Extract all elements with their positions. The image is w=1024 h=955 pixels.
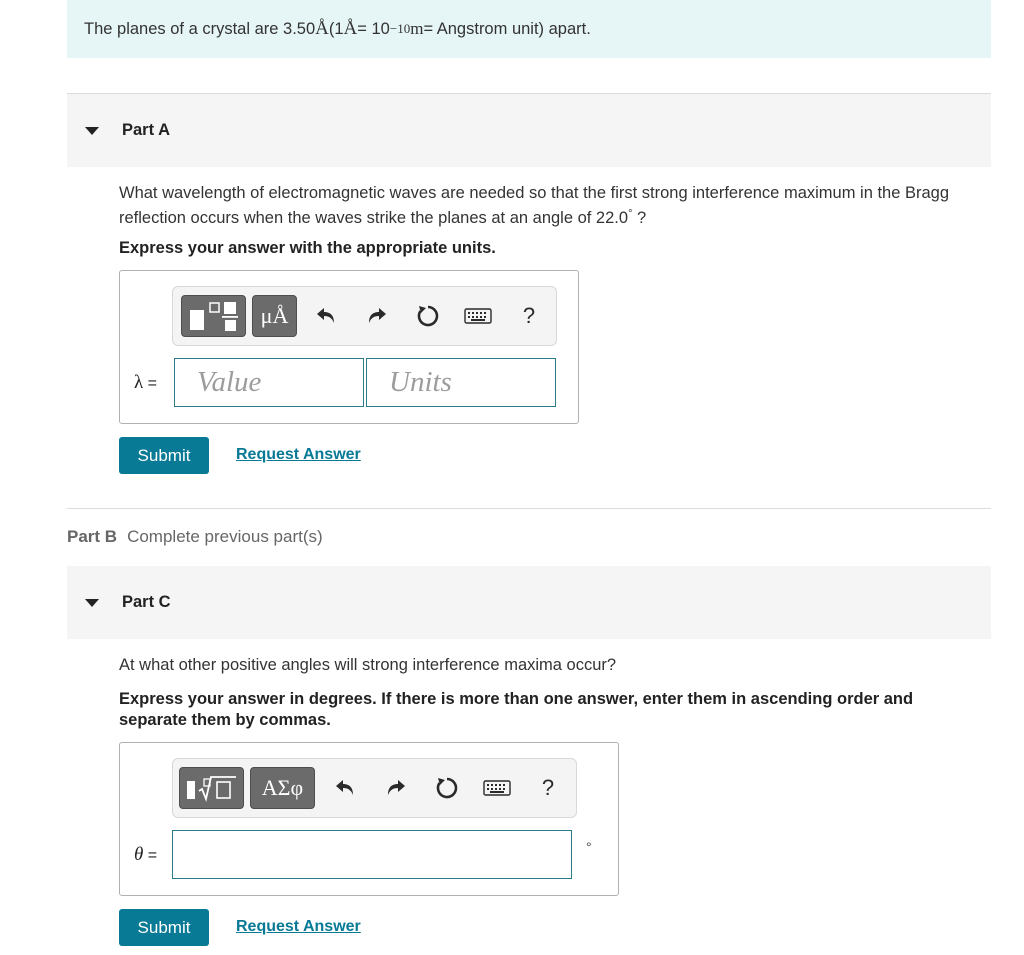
theta-symbol: θ bbox=[134, 844, 144, 865]
keyboard-icon[interactable] bbox=[482, 772, 512, 804]
undo-icon[interactable] bbox=[330, 772, 360, 804]
templates-icon bbox=[188, 300, 240, 332]
part-c-request-answer-link[interactable]: Request Answer bbox=[236, 918, 361, 935]
divider bbox=[67, 508, 991, 509]
caret-down-icon[interactable] bbox=[85, 127, 99, 135]
redo-icon[interactable] bbox=[381, 772, 411, 804]
intro-prefix: The planes of a crystal are 3.50 bbox=[84, 19, 316, 38]
reset-icon[interactable] bbox=[432, 772, 462, 804]
part-c-instruction bbox=[119, 689, 913, 731]
part-a-submit-button[interactable]: Submit bbox=[119, 437, 209, 474]
degree-unit-label: ° bbox=[586, 839, 592, 855]
part-c-submit-button[interactable]: Submit bbox=[119, 909, 209, 946]
templates-button[interactable] bbox=[181, 295, 246, 337]
units-input[interactable] bbox=[366, 358, 556, 407]
part-c-instruction-line2: separate them by commas. bbox=[119, 711, 331, 729]
part-a-instruction: Express your answer with the appropriate units. bbox=[119, 239, 496, 257]
caret-down-icon[interactable] bbox=[85, 599, 99, 607]
part-c-instruction-line1: Express your answer in degrees. If there is more than one answer, enter them in ascending order and bbox=[119, 690, 914, 708]
angstrom-symbol-2: Å bbox=[343, 18, 358, 39]
part-c-answer-box bbox=[119, 742, 619, 896]
part-c-question: At what other positive angles will strong interference maxima occur? bbox=[119, 656, 617, 674]
degree-symbol: ° bbox=[628, 208, 633, 220]
intro-suffix: = Angstrom unit) apart. bbox=[423, 19, 591, 38]
intro-eq-ten: = 10 bbox=[357, 19, 390, 38]
radical-template-icon bbox=[184, 773, 240, 803]
part-c-math-toolbar bbox=[172, 758, 577, 818]
part-c-title: Part C bbox=[122, 593, 171, 611]
part-a-question-line2-text: reflection occurs when the waves strike the planes at an angle of 22.0 bbox=[119, 209, 629, 227]
intro-unit-m: m bbox=[410, 19, 424, 38]
part-a-answer-box bbox=[119, 270, 579, 424]
part-a-math-toolbar bbox=[172, 286, 557, 346]
undo-icon[interactable] bbox=[311, 300, 341, 332]
units-button[interactable]: μÅ bbox=[252, 295, 297, 337]
intro-exponent: −10 bbox=[389, 21, 411, 36]
help-button[interactable]: ? bbox=[541, 775, 555, 800]
lambda-label bbox=[134, 372, 157, 394]
part-c-header[interactable] bbox=[67, 566, 991, 639]
part-b-label: Part B bbox=[67, 527, 118, 546]
equals-sign: = bbox=[143, 375, 158, 392]
equals-sign: = bbox=[143, 847, 158, 864]
angstrom-symbol: Å bbox=[315, 18, 329, 39]
lambda-symbol: λ bbox=[134, 372, 144, 393]
part-a-question-line2 bbox=[119, 204, 949, 229]
angles-input[interactable] bbox=[172, 830, 572, 879]
part-a-request-answer-link[interactable]: Request Answer bbox=[236, 446, 361, 463]
theta-label bbox=[134, 844, 157, 866]
part-a-header[interactable] bbox=[67, 94, 991, 167]
problem-statement bbox=[67, 0, 991, 58]
greek-symbols-button[interactable]: ΑΣφ bbox=[250, 767, 315, 809]
intro-paren: (1 bbox=[328, 19, 344, 38]
part-a-question-line1: What wavelength of electromagnetic waves are needed so that the first strong interference maximum in the Bragg bbox=[119, 184, 950, 202]
templates-button[interactable] bbox=[179, 767, 244, 809]
redo-icon[interactable] bbox=[362, 300, 392, 332]
part-b-status: Complete previous part(s) bbox=[127, 527, 323, 546]
reset-icon[interactable] bbox=[413, 300, 443, 332]
part-a-question bbox=[119, 183, 949, 229]
value-input[interactable] bbox=[174, 358, 364, 407]
part-b-row bbox=[67, 527, 323, 547]
keyboard-icon[interactable] bbox=[463, 300, 493, 332]
part-a-title: Part A bbox=[122, 121, 170, 139]
part-a-question-mark: ? bbox=[632, 209, 647, 227]
help-button[interactable]: ? bbox=[522, 303, 536, 328]
